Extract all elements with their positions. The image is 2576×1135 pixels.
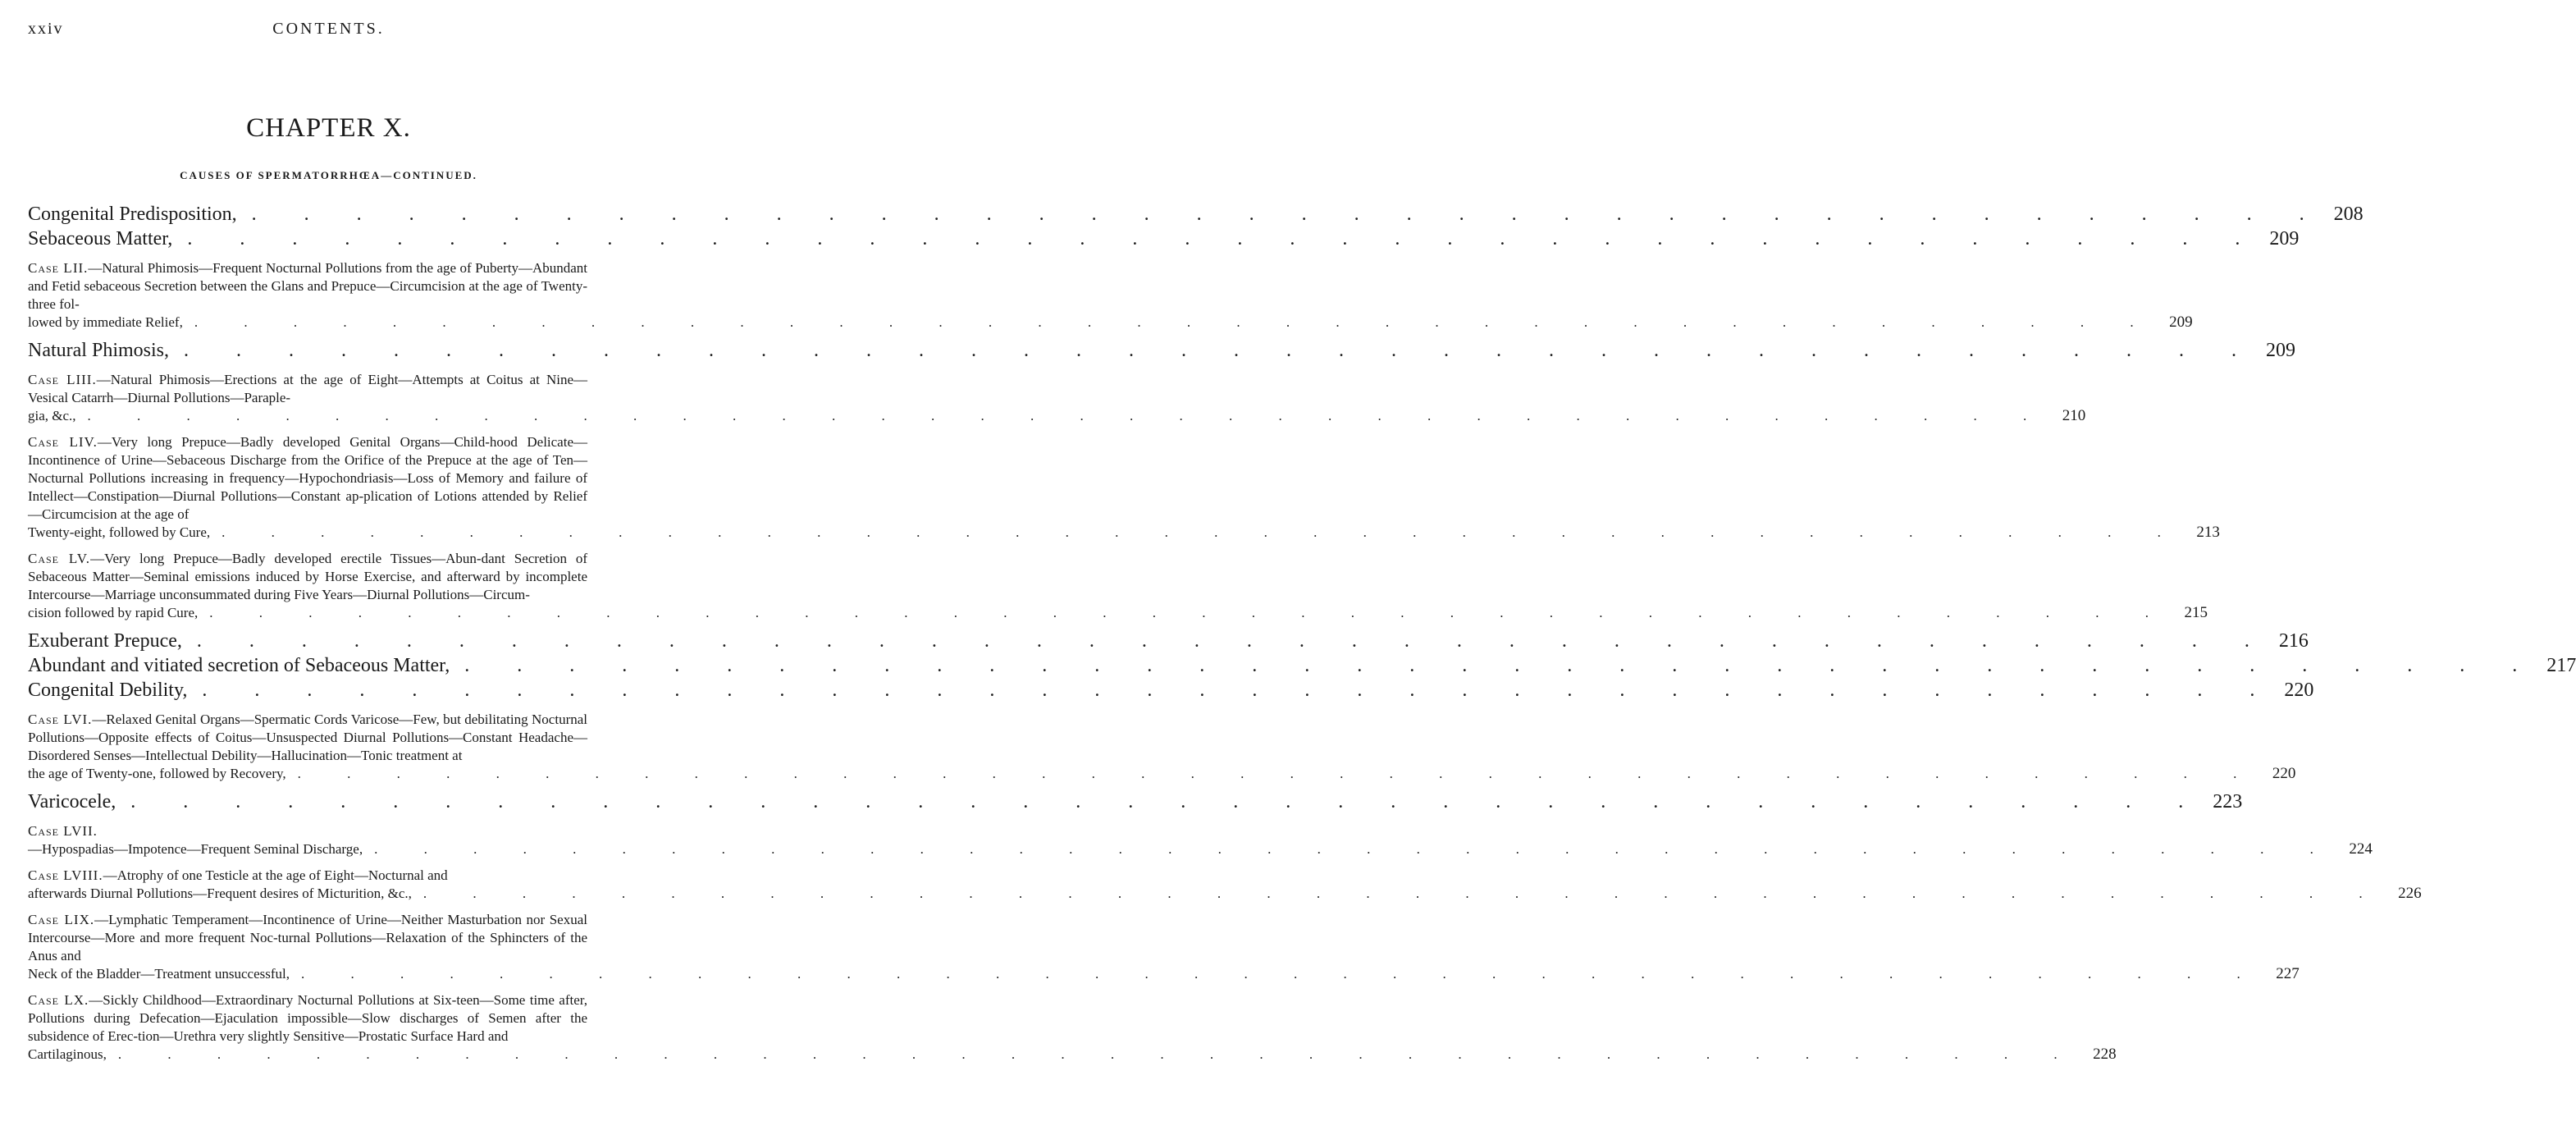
- section-title: Natural Phimosis,: [28, 340, 169, 361]
- case-label: Case LIV.: [28, 434, 98, 450]
- case-label: Case LV.: [28, 551, 91, 566]
- section-title: Congenital Predisposition,: [28, 204, 237, 225]
- section-title: Varicocele,: [28, 791, 116, 812]
- running-title: CONTENTS.: [272, 20, 385, 38]
- toc-section-entry[interactable]: [28, 678, 2314, 703]
- section-title: Congenital Debility,: [28, 680, 188, 701]
- case-last-line: [28, 885, 2422, 903]
- chapter-subtitle: CAUSES OF SPERMATORRHŒA—CONTINUED.: [180, 169, 477, 181]
- case-label: Case LVIII.: [28, 867, 103, 883]
- case-text-end: afterwards Diurnal Pollutions—Frequent desires of Micturition, &c.,: [28, 886, 412, 901]
- case-description: [28, 911, 2300, 983]
- leader-dots: . . . . . . . . . . . . . . . . . . . . . . . . . . . . . . . . . . . . . . . .: [251, 204, 2326, 225]
- case-text: —Atrophy of one Testicle at the age of Eight—Nocturnal and: [103, 867, 448, 883]
- case-last-line: [28, 407, 2086, 425]
- case-last-line: [28, 604, 2208, 622]
- toc-case-entry[interactable]: [28, 550, 2208, 622]
- case-label: Case LIII.: [28, 372, 97, 387]
- page-ref: 217: [2546, 655, 2576, 676]
- page-ref: 213: [2196, 524, 2220, 541]
- case-description: [28, 259, 2193, 332]
- case-text-end: gia, &c.,: [28, 408, 76, 423]
- toc-case-entry[interactable]: [28, 911, 2300, 983]
- leader-dots: . . . . . . . . . . . . . . . . . . . . . . . . . . . . . . . . . . . . . . . .: [300, 966, 2262, 982]
- chapter-title: CHAPTER X.: [246, 113, 411, 143]
- leader-dots: . . . . . . . . . . . . . . . . . . . . . . . . . . . . . . . . . . . . . . . .: [117, 1046, 2079, 1062]
- case-description: [28, 867, 2422, 903]
- section-title: Abundant and vitiated secretion of Sebaceous Matter,: [28, 655, 450, 676]
- case-last-line: [28, 524, 2220, 542]
- leader-dots: . . . . . . . . . . . . . . . . . . . . . . . . . . . . . . . . . . . . . . . .: [194, 314, 2155, 330]
- page-ref: 224: [2349, 840, 2373, 858]
- case-description: [28, 550, 2208, 622]
- toc-section-entry[interactable]: [28, 227, 2300, 251]
- case-label: Case LVII.: [28, 823, 98, 839]
- case-description: [28, 433, 2220, 542]
- leader-dots: . . . . . . . . . . . . . . . . . . . . . . . . . . . . . . . . . . . . . . . .: [209, 605, 2171, 620]
- page-ref: 209: [2266, 340, 2295, 361]
- leader-dots: . . . . . . . . . . . . . . . . . . . . . . . . . . . . . . . . . . . . . . . .: [202, 680, 2277, 701]
- toc-section-entry[interactable]: [28, 202, 2364, 227]
- toc-section-entry[interactable]: [28, 789, 2243, 814]
- case-last-line: [28, 840, 2373, 858]
- page-ref: 216: [2278, 630, 2309, 652]
- case-text-end: lowed by immediate Relief,: [28, 314, 183, 330]
- toc-case-entry[interactable]: [28, 711, 2296, 783]
- case-label: Case LX.: [28, 992, 89, 1008]
- section-title: Exuberant Prepuce,: [28, 630, 182, 652]
- case-text: —Relaxed Genital Organs—Spermatic Cords Varicose—Few, but debilitating Nocturnal Pollutions—Opposite effects of Coitus—Unsuspected Diurnal Pollutions—Constant Headache—Disordered Senses—Intellectual Debility—Hallucination—Tonic treatment at: [28, 712, 587, 763]
- case-text: —Very long Prepuce—Badly developed erectile Tissues—Abun-dant Secretion of Sebaceous Matter—Seminal emissions induced by Horse Exercise, and afterward by incomplete Intercourse—Marriage unconsummated during Five Years—Diurnal Pollutions—Circum-: [28, 551, 587, 602]
- case-text-end: Neck of the Bladder—Treatment unsuccessful,: [28, 966, 290, 982]
- page-ref: 209: [2269, 228, 2300, 249]
- case-text-end: Twenty-eight, followed by Cure,: [28, 524, 211, 540]
- case-text-end: the age of Twenty-one, followed by Recovery,: [28, 766, 286, 781]
- leader-dots: . . . . . . . . . . . . . . . . . . . . . . . . . . . . . . . . . . . . . . . .: [374, 841, 2335, 857]
- toc-case-entry[interactable]: [28, 867, 2422, 903]
- page-ref: 220: [2272, 765, 2296, 782]
- section-title: Sebaceous Matter,: [28, 228, 173, 249]
- leader-dots: . . . . . . . . . . . . . . . . . . . . . . . . . . . . . . . . . . . . . . . .: [184, 340, 2258, 361]
- page-ref: 220: [2284, 680, 2314, 701]
- toc-section-entry[interactable]: [28, 338, 2295, 363]
- toc-case-entry[interactable]: [28, 259, 2193, 332]
- toc-case-entry[interactable]: [28, 991, 2117, 1064]
- leader-dots: . . . . . . . . . . . . . . . . . . . . . . . . . . . . . . . . . . . . . . . .: [130, 791, 2205, 812]
- case-text: —Lymphatic Temperament—Incontinence of Urine—Neither Masturbation nor Sexual Intercourse—More and more frequent Noc-turnal Pollutions—Relaxation of the Sphincters of the Anus and: [28, 912, 587, 963]
- page-ref: 208: [2333, 204, 2364, 225]
- page-ref: 227: [2276, 965, 2300, 982]
- case-last-line: [28, 765, 2296, 783]
- case-label: Case LVI.: [28, 712, 93, 727]
- running-head: [28, 20, 629, 41]
- table-of-contents: [28, 194, 2576, 1070]
- leader-dots: . . . . . . . . . . . . . . . . . . . . . . . . . . . . . . . . . . . . . . . .: [87, 408, 2048, 423]
- case-text-end: —Hypospadias—Impotence—Frequent Seminal Discharge,: [28, 841, 363, 857]
- case-last-line: [28, 965, 2300, 983]
- case-label: Case LIX.: [28, 912, 95, 927]
- toc-case-entry[interactable]: [28, 822, 2373, 858]
- case-text: —Natural Phimosis—Frequent Nocturnal Pollutions from the age of Puberty—Abundant and Fetid sebaceous Secretion between the Glans and Prepuce—Circumcision at the age of Twenty-three fol-: [28, 260, 588, 312]
- case-description: [28, 371, 2086, 425]
- page-ref: 226: [2398, 885, 2422, 902]
- case-label: Case LII.: [28, 260, 89, 276]
- toc-case-entry[interactable]: [28, 433, 2220, 542]
- case-text: —Very long Prepuce—Badly developed Genital Organs—Child-hood Delicate—Incontinence of Urine—Sebaceous Discharge from the Orifice of the Prepuce at the age of Ten—Nocturnal Pollutions increasing in frequency—Hypochondriasis—Loss of Memory and failure of Intellect—Constipation—Diurnal Pollutions—Constant ap-plication of Lotions attended by Relief—Circumcision at the age of: [28, 434, 587, 522]
- case-text: —Natural Phimosis—Erections at the age of Eight—Attempts at Coitus at Nine—Vesical Catarrh—Diurnal Pollutions—Paraple-: [28, 372, 587, 405]
- leader-dots: . . . . . . . . . . . . . . . . . . . . . . . . . . . . . . . . . . . . . . . .: [297, 766, 2259, 781]
- toc-section-entry[interactable]: [28, 653, 2576, 678]
- case-text: —Sickly Childhood—Extraordinary Nocturnal Pollutions at Six-teen—Some time after, Pollutions during Defecation—Ejaculation impossible—Slow discharges of Semen after the subsidence of Erec-tion—Urethra very slightly Sensitive—Prostatic Surface Hard and: [28, 992, 588, 1044]
- case-last-line: [28, 1046, 2117, 1064]
- leader-dots: . . . . . . . . . . . . . . . . . . . . . . . . . . . . . . . . . . . . . . . .: [222, 524, 2182, 540]
- case-description: [28, 822, 2373, 858]
- page-ref: 209: [2169, 313, 2193, 331]
- page-ref: 210: [2062, 407, 2086, 424]
- page-number: xxiv: [28, 20, 64, 38]
- case-description: [28, 991, 2117, 1064]
- leader-dots: . . . . . . . . . . . . . . . . . . . . . . . . . . . . . . . . . . . . . . . .: [187, 228, 2262, 249]
- toc-case-entry[interactable]: [28, 371, 2086, 425]
- case-last-line: [28, 313, 2193, 332]
- leader-dots: . . . . . . . . . . . . . . . . . . . . . . . . . . . . . . . . . . . . . . . .: [196, 630, 2271, 652]
- page-ref: 228: [2093, 1046, 2117, 1063]
- leader-dots: . . . . . . . . . . . . . . . . . . . . . . . . . . . . . . . . . . . . . . . .: [422, 886, 2384, 901]
- toc-section-entry[interactable]: [28, 629, 2309, 653]
- case-text-end: cision followed by rapid Cure,: [28, 605, 199, 620]
- leader-dots: . . . . . . . . . . . . . . . . . . . . . . . . . . . . . . . . . . . . . . . .: [464, 655, 2539, 676]
- case-description: [28, 711, 2296, 783]
- case-text-end: Cartilaginous,: [28, 1046, 107, 1062]
- page-ref: 215: [2184, 604, 2208, 621]
- page-ref: 223: [2213, 791, 2243, 812]
